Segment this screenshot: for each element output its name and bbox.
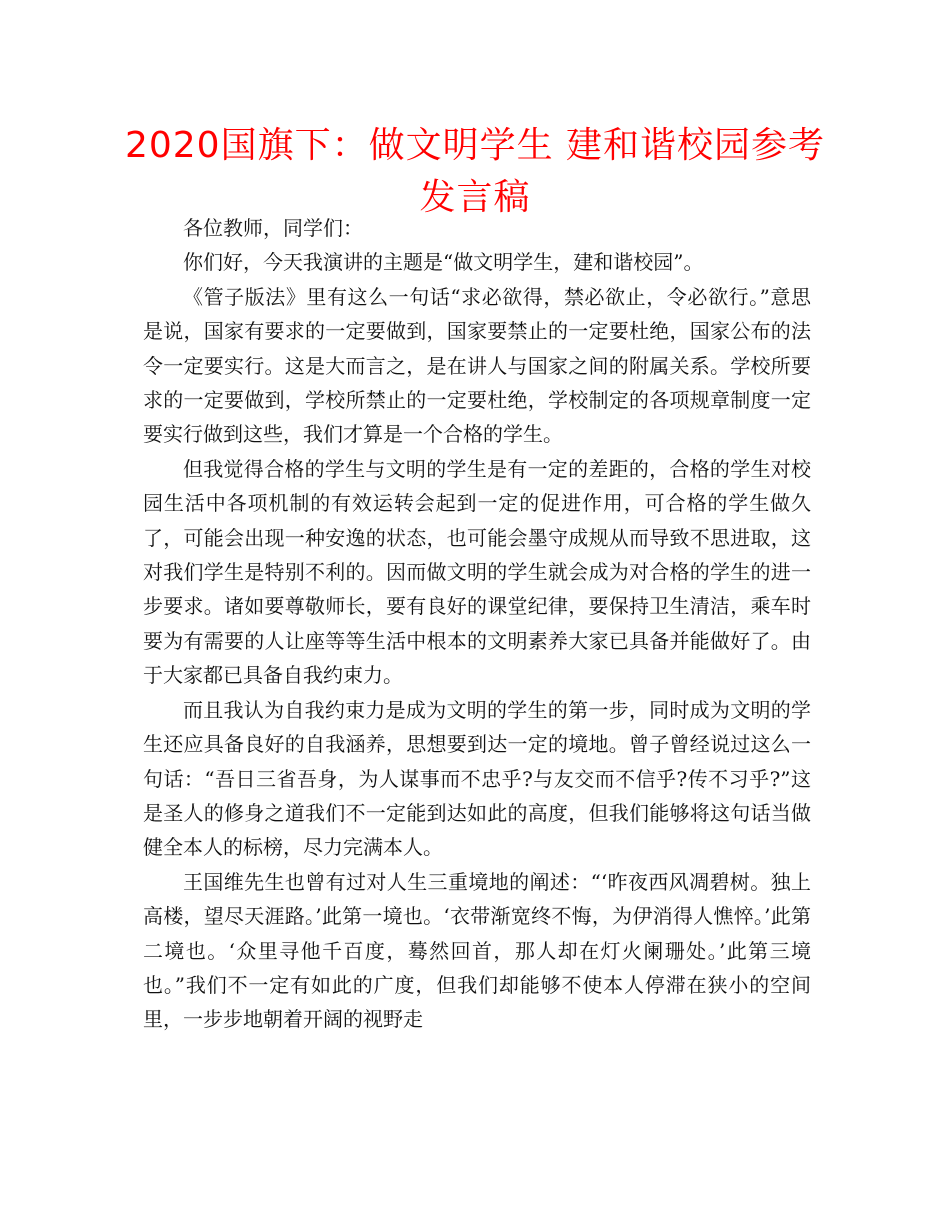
document-body xyxy=(143,211,811,1037)
paragraph-salutation: 各位教师，同学们： xyxy=(183,216,363,240)
paragraph-greeting: 你们好，今天我演讲的主题是“做文明学生，建和谐校园”。 xyxy=(183,250,704,275)
paragraph-wang-guowei: 王国维先生也曾有过对人生三重境地的阐述：“‘昨夜西风凋碧树。独上高楼，望尽天涯路。’此第一境也。‘衣带渐宽终不悔，为伊消得人憔悴。’此第二境也。‘众里寻他千百度，蓦然回首，那人却在灯火阑珊处。’此第三境也。”我们不一定有如此的广度，但我们却能够不使本人停滞在狭小的空间里，一步步地朝着开阔的视野走 xyxy=(143,869,811,1032)
document-title: 2020国旗下：做文明学生 建和谐校园参考发言稿 xyxy=(124,125,826,218)
paragraph-guanzi: 《管子版法》里有这么一句话“求必欲得，禁必欲止，令必欲行。”意思是说，国家有要求的一定要做到，国家要禁止的一定要杜绝，国家公布的法令一定要实行。这是大而言之，是在讲人与国家之间的附属关系。学校所要求的一定要做到，学校所禁止的一定要杜绝，学校制定的各项规章制度一定要实行做到这些，我们才算是一个合格的学生。 xyxy=(143,284,811,447)
paragraph-self-discipline: 而且我认为自我约束力是成为文明的学生的第一步，同时成为文明的学生还应具备良好的自我涵养，思想要到达一定的境地。曾子曾经说过这么一句话：“吾日三省吾身，为人谋事而不忠乎?与友交而不信乎?传不习乎?”这是圣人的修身之道我们不一定能到达如此的高度，但我们能够将这句话当做健全本人的标榜，尽力完满本人。 xyxy=(143,697,811,860)
paragraph-qualified-student: 但我觉得合格的学生与文明的学生是有一定的差距的，合格的学生对校园生活中各项机制的有效运转会起到一定的促进作用，可合格的学生做久了，可能会出现一种安逸的状态，也可能会墨守成规从而导致不思进取，这对我们学生是特别不利的。因而做文明的学生就会成为对合格的学生的进一步要求。诸如要尊敬师长，要有良好的课堂纪律，要保持卫生清洁，乘车时要为有需要的人让座等等生活中根本的文明素养大家已具备并能做好了。由于大家都已具备自我约束力。 xyxy=(143,456,811,688)
